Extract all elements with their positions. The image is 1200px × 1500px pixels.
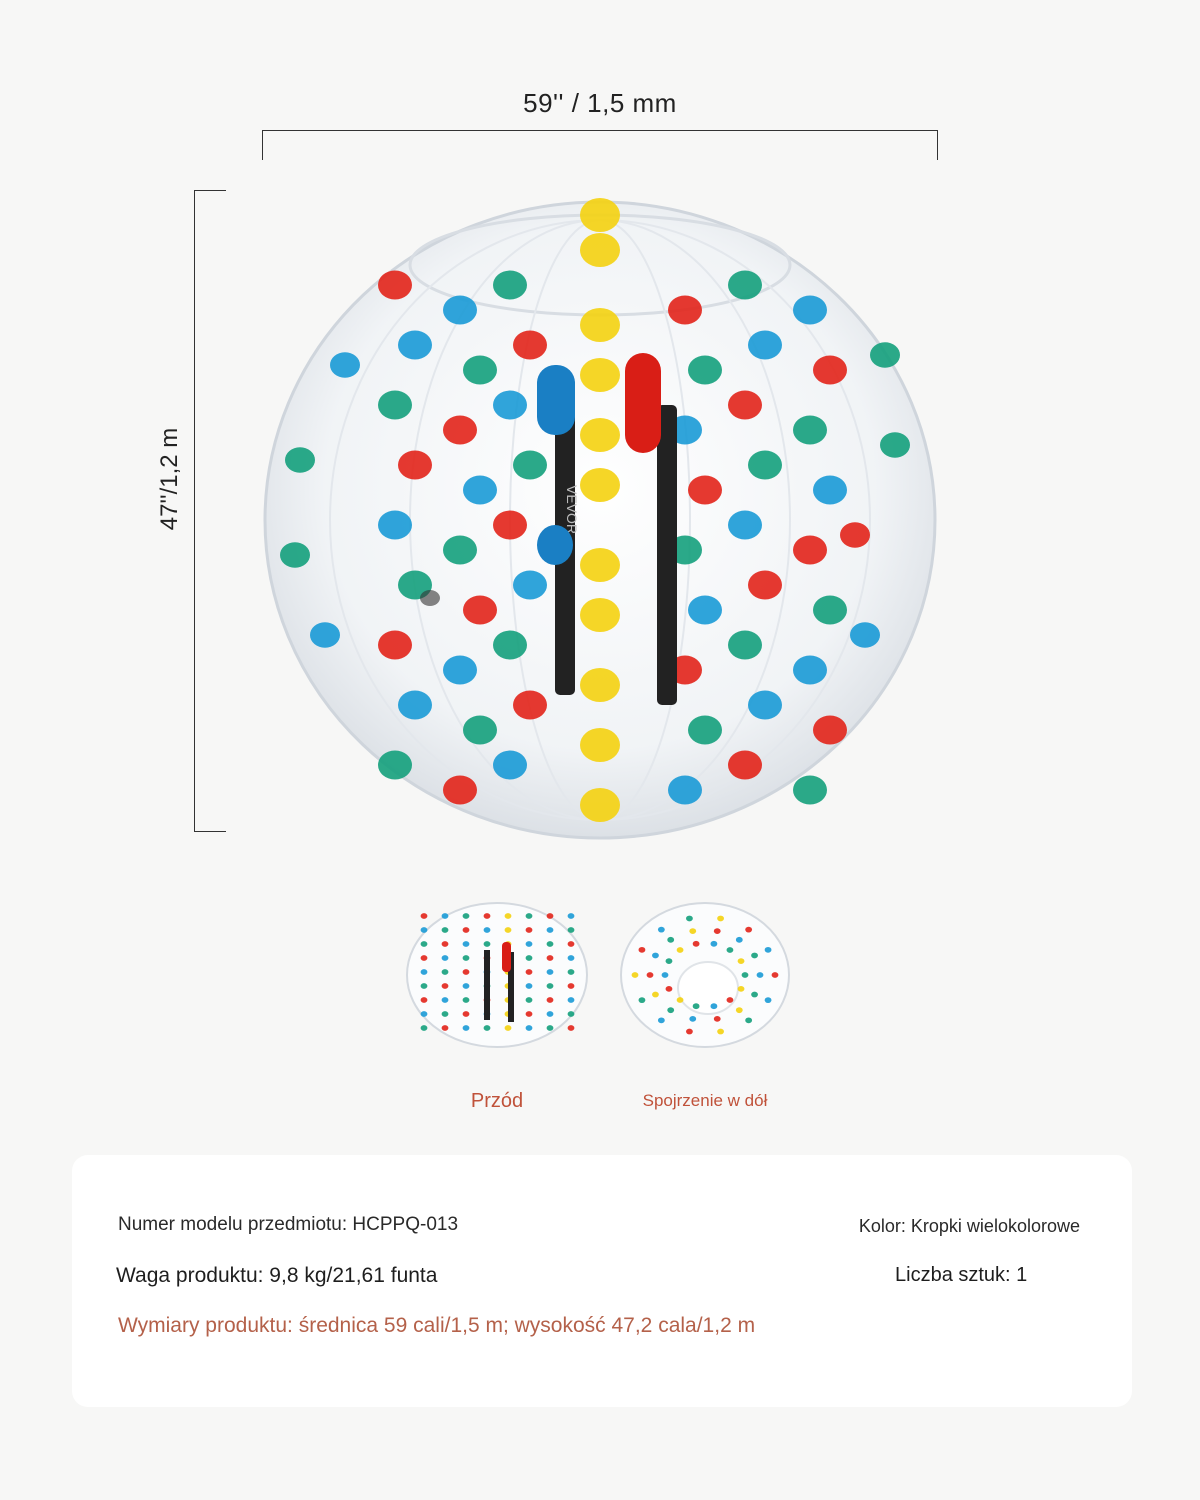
bubble-dot	[378, 751, 412, 780]
bubble-dot	[526, 955, 533, 961]
bubble-dot	[793, 536, 827, 565]
bubble-dot	[686, 1029, 693, 1035]
bubble-dot	[793, 416, 827, 445]
bubble-dot	[870, 342, 900, 368]
bubble-dot	[463, 941, 470, 947]
bubble-dot	[728, 271, 762, 300]
bubble-dot	[714, 928, 721, 934]
bubble-dot	[580, 548, 620, 582]
bubble-dot	[513, 331, 547, 360]
bubble-dot	[757, 972, 764, 978]
bubble-dot	[738, 986, 745, 992]
bubble-dot	[442, 1025, 449, 1031]
top-view-thumbnail	[618, 900, 792, 1050]
bubble-dot	[580, 728, 620, 762]
bubble-dot	[547, 1025, 554, 1031]
height-dimension-label: 47''/1,2 m	[156, 427, 183, 531]
bubble-dot	[711, 941, 718, 947]
bubble-dot	[728, 511, 762, 540]
weight-spec: Waga produktu: 9,8 kg/21,61 funta	[116, 1264, 438, 1287]
bubble-dot	[398, 331, 432, 360]
bubble-dot	[793, 296, 827, 325]
bubble-dot	[748, 691, 782, 720]
bubble-dot	[442, 927, 449, 933]
bubble-dot	[658, 1017, 665, 1023]
bubble-dot	[547, 1011, 554, 1017]
bubble-dot	[463, 1025, 470, 1031]
bubble-dot	[748, 451, 782, 480]
bubble-dot	[526, 997, 533, 1003]
bubble-dot	[580, 358, 620, 392]
bubble-dot	[728, 631, 762, 660]
bubble-dot	[443, 776, 477, 805]
bubble-dot	[547, 983, 554, 989]
bubble-dot	[727, 997, 734, 1003]
bubble-dot	[463, 476, 497, 505]
bubble-dot	[442, 955, 449, 961]
bubble-dot	[580, 598, 620, 632]
bubble-dot	[443, 296, 477, 325]
bubble-dot	[378, 271, 412, 300]
bubble-dot	[728, 391, 762, 420]
bubble-dot	[689, 928, 696, 934]
bubble-dot	[280, 542, 310, 568]
bubble-dot	[526, 983, 533, 989]
bubble-dot	[484, 941, 491, 947]
bubble-dot	[398, 691, 432, 720]
bubble-dot	[647, 972, 654, 978]
bubble-dot	[421, 941, 428, 947]
bubble-dot	[568, 997, 575, 1003]
bubble-dot	[421, 955, 428, 961]
bubble-dot	[526, 1011, 533, 1017]
bubble-dot	[378, 631, 412, 660]
bubble-dot	[547, 941, 554, 947]
bubble-dot	[493, 631, 527, 660]
bubble-dot	[398, 451, 432, 480]
bubble-dot	[580, 198, 620, 232]
bubble-dot	[484, 927, 491, 933]
bubble-dot	[463, 997, 470, 1003]
bubble-dot	[667, 1007, 674, 1013]
bubble-dot	[547, 969, 554, 975]
bubble-dot	[378, 391, 412, 420]
bubble-dot	[421, 913, 428, 919]
bubble-dot	[668, 296, 702, 325]
bubble-dot	[666, 958, 673, 964]
bubble-dot	[738, 958, 745, 964]
bubble-dot	[513, 451, 547, 480]
bubble-dot	[463, 716, 497, 745]
bubble-dot	[658, 927, 665, 933]
bubble-dot	[421, 1025, 428, 1031]
bubble-dot	[443, 536, 477, 565]
bubble-dot	[505, 927, 512, 933]
bubble-dot	[668, 776, 702, 805]
bubble-dot	[443, 416, 477, 445]
dimensions-spec: Wymiary produktu: średnica 59 cali/1,5 m; wysokość 47,2 cala/1,2 m	[118, 1314, 756, 1337]
bubble-dot	[568, 941, 575, 947]
bubble-dot	[751, 992, 758, 998]
bubble-dot	[421, 997, 428, 1003]
right-strap	[657, 405, 677, 705]
bubble-dot	[652, 953, 659, 959]
bubble-dot	[765, 947, 772, 953]
bubble-dot	[813, 476, 847, 505]
bubble-dot	[639, 997, 646, 1003]
bubble-dot	[568, 913, 575, 919]
bubble-dot	[463, 596, 497, 625]
bubble-dot	[463, 969, 470, 975]
bubble-dot	[667, 937, 674, 943]
bubble-dot	[717, 1029, 724, 1035]
bubble-dot	[526, 969, 533, 975]
bubble-dot	[310, 622, 340, 648]
bubble-dot	[793, 776, 827, 805]
bubble-dot	[714, 1016, 721, 1022]
front-view-thumbnail	[404, 900, 590, 1050]
bubble-dot	[580, 418, 620, 452]
height-dimension-line	[194, 190, 226, 832]
bubble-dot	[677, 947, 684, 953]
bubble-dot	[443, 656, 477, 685]
bubble-dot	[727, 947, 734, 953]
bubble-dot	[736, 1007, 743, 1013]
bubble-dot	[463, 955, 470, 961]
bubble-dot	[688, 716, 722, 745]
bubble-dot	[568, 1025, 575, 1031]
bubble-dot	[547, 955, 554, 961]
bubble-dot	[568, 983, 575, 989]
bubble-dot	[421, 927, 428, 933]
bubble-dot	[568, 955, 575, 961]
front-view-handle	[502, 942, 511, 972]
bubble-dot	[580, 468, 620, 502]
bubble-dot	[505, 913, 512, 919]
width-dimension-line	[262, 130, 938, 160]
bubble-dot	[748, 571, 782, 600]
bubble-dot	[421, 1011, 428, 1017]
bubble-dot	[493, 511, 527, 540]
bubble-dot	[693, 941, 700, 947]
bubble-dot	[632, 972, 639, 978]
bubble-dot	[547, 927, 554, 933]
bubble-dot	[421, 969, 428, 975]
bubble-dot	[442, 913, 449, 919]
quantity-spec: Liczba sztuk: 1	[895, 1264, 1028, 1286]
bubble-dot	[688, 596, 722, 625]
bubble-dot	[493, 391, 527, 420]
bubble-dot	[677, 997, 684, 1003]
bubble-dot	[463, 913, 470, 919]
bubble-dot	[421, 983, 428, 989]
top-view-label: Spojrzenie w dół	[642, 1091, 768, 1110]
bubble-dot	[463, 1011, 470, 1017]
bubble-dot	[639, 947, 646, 953]
bubble-dot	[442, 941, 449, 947]
strap-brand-label: VEVOR	[564, 485, 580, 535]
bubble-dot	[463, 983, 470, 989]
bubble-dot	[526, 927, 533, 933]
bubble-dot	[813, 356, 847, 385]
left-handle	[537, 365, 575, 435]
left-lower-handle	[537, 525, 573, 565]
bubble-dot	[748, 331, 782, 360]
bubble-dot	[688, 356, 722, 385]
bubble-dot	[580, 788, 620, 822]
front-view-left-strap	[484, 950, 490, 1020]
bubble-dot	[686, 916, 693, 922]
bubble-dot	[793, 656, 827, 685]
bubble-dot	[547, 997, 554, 1003]
bubble-dot	[442, 969, 449, 975]
bubble-dot	[693, 1003, 700, 1009]
specifications-card	[72, 1155, 1132, 1407]
bubble-dot	[493, 751, 527, 780]
bubble-dot	[442, 997, 449, 1003]
front-view-label: Przód	[470, 1090, 524, 1112]
bubble-dot	[330, 352, 360, 378]
air-valve	[420, 590, 440, 606]
bubble-dot	[568, 969, 575, 975]
bubble-dot	[580, 308, 620, 342]
bubble-dot	[742, 972, 749, 978]
bubble-dot	[526, 941, 533, 947]
bubble-dot	[745, 1017, 752, 1023]
bubble-dot	[484, 913, 491, 919]
bubble-dot	[736, 937, 743, 943]
bubble-dot	[711, 1003, 718, 1009]
bubble-dot	[840, 522, 870, 548]
bubble-dot	[813, 596, 847, 625]
bubble-dot	[580, 233, 620, 267]
bubble-dot	[513, 691, 547, 720]
bubble-ball-main-image	[255, 185, 945, 840]
bubble-dot	[662, 972, 669, 978]
bubble-dot	[652, 992, 659, 998]
bubble-dot	[442, 1011, 449, 1017]
bubble-dot	[728, 751, 762, 780]
bubble-dot	[463, 356, 497, 385]
bubble-dot	[484, 1025, 491, 1031]
bubble-dot	[568, 927, 575, 933]
bubble-dot	[880, 432, 910, 458]
right-handle	[625, 353, 661, 453]
bubble-dot	[772, 972, 779, 978]
bubble-dot	[765, 997, 772, 1003]
bubble-dot	[526, 913, 533, 919]
bubble-dot	[526, 1025, 533, 1031]
bubble-dot	[689, 1016, 696, 1022]
bubble-dot	[745, 927, 752, 933]
bubble-dot	[463, 927, 470, 933]
bubble-dot	[850, 622, 880, 648]
width-dimension-label: 59'' / 1,5 mm	[523, 88, 677, 118]
bubble-dot	[666, 986, 673, 992]
bubble-dot	[568, 1011, 575, 1017]
bubble-dot	[378, 511, 412, 540]
bubble-dot	[813, 716, 847, 745]
bubble-dot	[688, 476, 722, 505]
bubble-dot	[513, 571, 547, 600]
bubble-dot	[717, 916, 724, 922]
bubble-dot	[442, 983, 449, 989]
model-number: Numer modelu przedmiotu: HCPPQ-013	[118, 1214, 459, 1235]
bubble-dot	[493, 271, 527, 300]
bubble-dot	[285, 447, 315, 473]
bubble-dot	[580, 668, 620, 702]
bubble-dot	[547, 913, 554, 919]
bubble-dot	[505, 1025, 512, 1031]
bubble-dot	[751, 953, 758, 959]
color-spec: Kolor: Kropki wielokolorowe	[858, 1216, 1080, 1236]
